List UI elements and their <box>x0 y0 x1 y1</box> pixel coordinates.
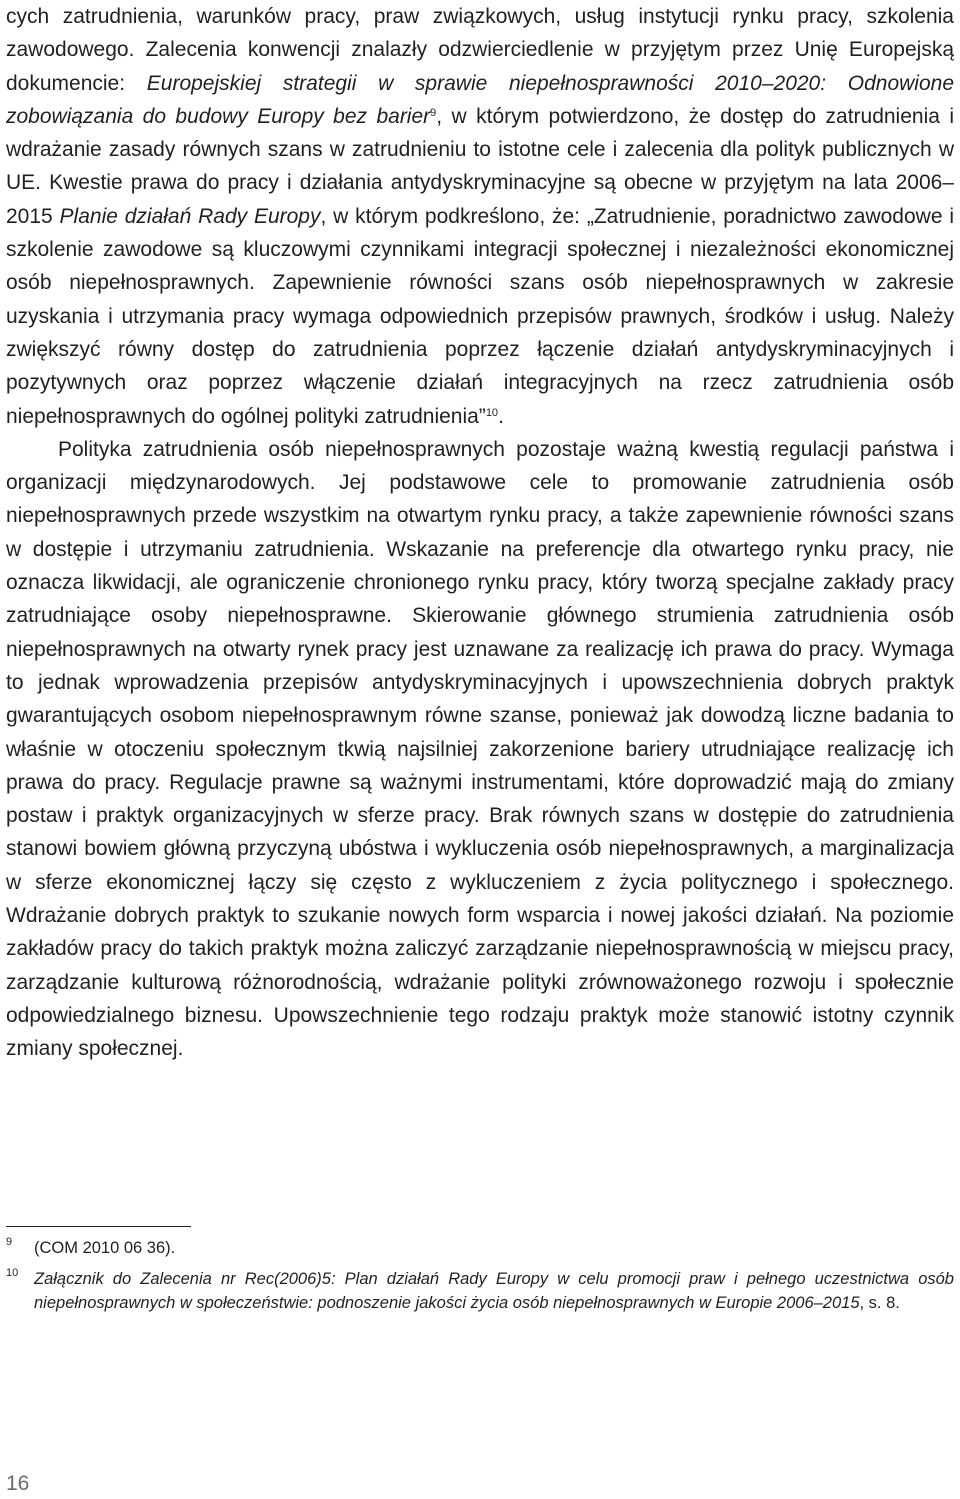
text-run: , s. 8. <box>859 1294 900 1312</box>
footnote <box>6 1267 954 1316</box>
page-number: 16 <box>6 1472 30 1495</box>
footnote <box>6 1236 954 1261</box>
footnotes-section <box>6 1236 954 1316</box>
text-run: , w którym podkreślono, że: „Zatrudnienie, poradnictwo zawodowe i szkolenie zawodowe są kluczowymi czynnikami integracji społecznej i niezależności ekonomicznej osób niepełnosprawnych. Zapewnienie równości szans osób niepełnosprawnych w zakresie uzyskania i utrzymania pracy wymaga odpowiednich przepisów prawnych, środków i usług. Należy zwiększyć równy dostęp do zatrudnienia poprzez łączenie działań antydyskryminacyjnych i pozytywnych oraz poprzez włączenie działań integracyjnych na rzecz zatrudnienia osób niepełnosprawnych do ogólnej polityki zatrudnienia” <box>6 204 954 428</box>
paragraph <box>6 433 954 1066</box>
footnote-reference: 9 <box>430 106 437 119</box>
footnote-number: 10 <box>6 1266 19 1279</box>
footnote-reference: 10 <box>485 406 499 419</box>
footnote-number: 9 <box>6 1236 13 1248</box>
italic-text: Europejskiej strategii w sprawie niepełnosprawności 2010–2020: Odnowione zobowiązania do budowy Europy bez barier <box>6 71 955 128</box>
paragraph <box>6 0 954 433</box>
text-run: , w którym potwierdzono, że dostęp do zatrudnienia i wdrażanie zasady równych szans w zatrudnieniu to istotne cele i zalecenia dla polityk publicznych w UE. Kwestie prawa do pracy i działania antydyskryminacyjne są obecne w przyjętym na lata 2006–2015 <box>6 104 955 228</box>
italic-text: Załącznik do Zalecenia nr Rec(2006)5: Plan działań Rady Europy w celu promocji praw i pełnego uczestnictwa osób niepełnosprawnych w społeczeństwie: podnoszenie jakości życia osób niepełnosprawnych w Europie 2006–2015 <box>34 1269 954 1312</box>
text-run: Polityka zatrudnienia osób niepełnosprawnych pozostaje ważną kwestią regulacji państwa i organizacji międzynarodowych. Jej podstawowe cele to promowanie zatrudnienia osób niepełnosprawnych przede wszystkim na otwartym rynku pracy, a także zapewnienie równości szans w dostępie i utrzymaniu zatrudnienia. Wskazanie na preferencje dla otwartego rynku pracy, nie oznacza likwidacji, ale ograniczenie chronionego rynku pracy, który tworzą specjalne zakłady pracy zatrudniające osoby niepełnosprawne. Skierowanie głównego strumienia zatrudnienia osób niepełnosprawnych na otwarty rynek pracy jest uznawane za realizację ich prawa do pracy. Wymaga to jednak wprowadzenia przepisów antydyskryminacyjnych i upowszechnienia dobrych praktyk gwarantujących osobom niepełnosprawnym równe szanse, ponieważ jak dowodzą liczne badania to właśnie w otoczeniu społecznym tkwią najsilniej zakorzenione bariery utrudniające realizację ich prawa do pracy. Regulacje prawne są ważnymi instrumentami, które doprowadzić mają do zmiany postaw i praktyk organizacyjnych w sferze pracy. Brak równych szans w dostępie do zatrudnienia stanowi bowiem główną przyczyną ubóstwa i wykluczenia osób niepełnosprawnych, a marginalizacja w sferze ekonomicznej łączy się często z wykluczeniem z życia politycznego i społecznego. Wdrażanie dobrych praktyk to szukanie nowych form wsparcia i nowej jakości działań. Na poziomie zakładów pracy do takich praktyk można zaliczyć zarządzanie niepełnosprawnością w miejscu pracy, zarządzanie kulturową różnorodnością, wdrażanie polityki zrównoważonego rozwoju i społecznie odpowiedzialnego biznesu. Upowszechnienie tego rodzaju praktyk może stanowić istotny czynnik zmiany społecznej. <box>6 437 954 1061</box>
text-run: . <box>498 404 504 428</box>
footnote-divider <box>6 1226 191 1227</box>
main-text <box>6 0 954 1066</box>
text-run: cych zatrudnienia, warunków pracy, praw związkowych, usług instytucji rynku pracy, szkolenia zawodowego. Zalecenia konwencji znalazły odzwierciedlenie w przyjętym przez Unię Europejską dokumencie: <box>6 5 954 95</box>
text-run: (COM 2010 06 36). <box>34 1239 176 1257</box>
italic-text: Planie działań Rady Europy <box>59 204 321 228</box>
